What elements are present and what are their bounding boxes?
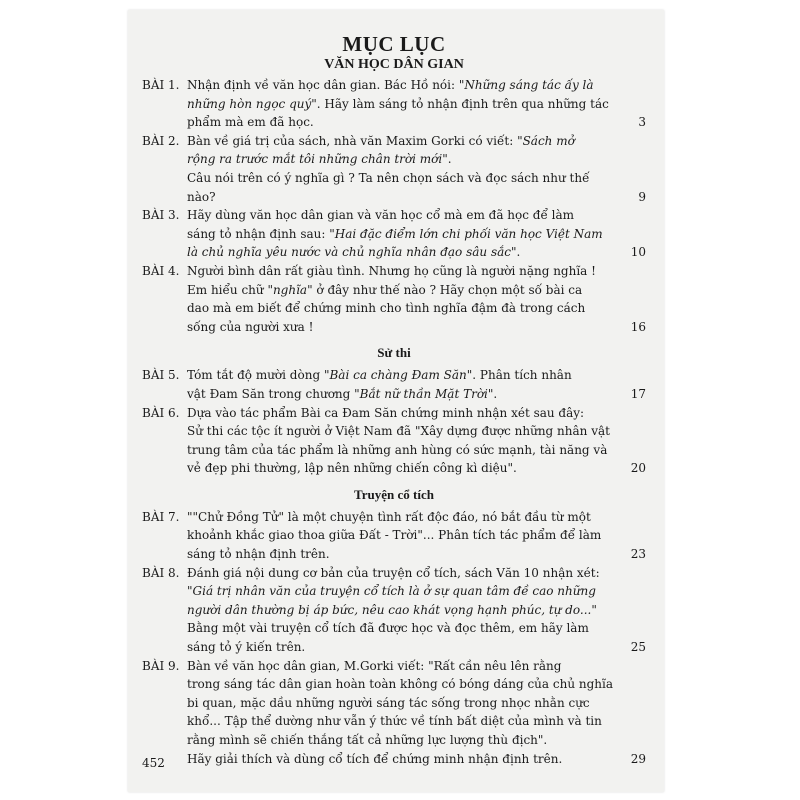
body-text: ở đây như thế nào ? Hãy chọn một số bài ca [312,282,583,297]
toc-entry-line [142,675,646,694]
toc-entry-text [187,619,646,638]
quote-text: "nghĩa" [267,282,313,297]
toc-entry-page: 23 [630,547,646,562]
toc-entry-line [142,750,646,769]
toc-entry-text [187,526,646,545]
body-text: khổ... Tập thể dường như vẫn ý thức về tính bất diệt của mình và tin [187,714,602,729]
entries-group-folk-literature [142,76,646,336]
body-text: sáng tỏ nhận định trên. [187,547,330,562]
toc-entry-text [187,225,646,244]
toc-entry-page: 20 [630,461,646,476]
quote-text: "Hai đặc điểm lớn chi phối văn học Việt Nam [329,226,603,241]
toc-entry-label [142,318,187,337]
toc-entry-line [142,113,646,132]
quote-text: những hòn ngọc quý" [187,96,317,111]
body-text: Bàn về văn học dân gian, M.Gorki viết: "Rất cần nêu lên rằng [187,658,562,673]
toc-entry-line [142,545,646,564]
toc-entry-text [187,113,646,132]
body-text: ""Chử Đồng Tử" là một chuyện tình rất độc đáo, nó bắt đầu từ một [187,509,591,524]
toc-entry-label [142,385,187,404]
toc-entry-line [142,582,646,601]
toc-entry-line [142,601,646,620]
toc-entry-line [142,188,646,207]
toc-entry-text [187,422,646,441]
quote-text: "Bắt nữ thần Mặt Trời" [354,386,494,401]
toc-entry-line [142,638,646,657]
toc-entry-label [142,459,187,478]
toc-entry-text [187,675,646,694]
toc-entry-text [187,281,646,300]
quote-text: người dân thường bị áp bức, nêu cao khát vọng hạnh phúc, tự do..." [187,602,597,617]
quote-text: "Giá trị nhân văn của truyện cổ tích là ở sự quan tâm đề cao những [187,584,596,599]
toc-entry-text [187,188,646,207]
toc-entry-text [187,243,646,262]
toc-entry-text [187,404,646,423]
toc-entry-text [187,638,646,657]
toc-entry-label: BÀI 4. [142,263,180,278]
toc-entry-label: BÀI 8. [142,565,180,580]
body-text: Bàn về giá trị của sách, nhà văn Maxim Gorki có viết: [187,133,518,148]
toc-entry-text [187,750,646,769]
book-page [128,10,664,792]
toc-entry-label [142,582,187,601]
toc-entry-text [187,262,646,281]
toc-entry-line [142,526,646,545]
body-text: Em hiểu chữ [187,282,268,297]
body-text: sáng tỏ nhận định sau: [187,226,330,241]
toc-entry-label [142,169,187,188]
quote-text: "Những sáng tác ấy là [458,78,594,92]
body-text: sáng tỏ ý kiến trên. [187,640,306,655]
toc-entry-label [142,113,187,132]
section-heading-main: VĂN HỌC DÂN GIAN [324,57,464,72]
toc-entry-text [187,132,646,151]
toc-entry [142,404,646,478]
toc-entry-line [142,132,646,151]
page-number: 452 [142,756,165,770]
quote-text: rộng ra trước mắt tôi những chân trời mới" [187,152,448,167]
toc-entry-label [142,638,187,657]
toc-entry-line [142,206,646,225]
toc-entry-label: BÀI 3. [142,208,180,223]
toc-entry-text [187,582,646,601]
toc-entry [142,206,646,262]
toc-entry [142,564,646,657]
toc-entry-text [187,657,646,676]
quote-text: "Sách mở [517,133,575,148]
toc-entry-line [142,422,646,441]
body-text: rằng mình sẽ chiến thắng tất cả những lực lượng thù địch". [187,733,548,747]
toc-entry-label: BÀI 6. [142,405,180,420]
toc-entry [142,508,646,564]
toc-entry-label [142,150,187,169]
body-text: Đánh giá nội dung cơ bản của truyện cổ tích, sách Văn 10 nhận xét: [187,565,600,580]
toc-entry-label: BÀI 5. [142,368,180,383]
body-text: trung tâm của tác phẩm là những anh hùng có sức mạnh, tài năng và [187,442,608,457]
entries-group-epic [142,366,646,478]
toc-entry-text [187,150,646,169]
toc-entry-line [142,243,646,262]
body-text: bi quan, mặc dầu những người sáng tác sống trong nhọc nhằn cực [187,695,590,710]
body-text: . Phân tích nhân [472,368,572,383]
toc-entry-page: 3 [638,115,646,130]
toc-entry-text [187,694,646,713]
toc-entry-line [142,459,646,478]
toc-entry [142,132,646,206]
toc-entry-label [142,299,187,318]
toc-entry-line [142,299,646,318]
toc-entry-label [142,281,187,300]
toc-entry-line [142,366,646,385]
entries-group-fairy-tale [142,508,646,768]
toc-entry [142,76,646,132]
body-text: Hãy dùng văn học dân gian và văn học cổ mà em đã học để làm [187,208,575,223]
toc-entry-line [142,225,646,244]
quote-text: là chủ nghĩa yêu nước và chủ nghĩa nhân đạo sâu sắc" [187,245,517,260]
toc-entry-line [142,657,646,676]
toc-entry-text [187,169,646,188]
toc-entry-line [142,508,646,527]
toc-entry-text [187,206,646,225]
toc-entry [142,262,646,336]
body-text: Dựa vào tác phẩm Bài ca Đam Săn chứng minh nhận xét sau đây: [187,405,585,420]
toc-entry-text [187,385,646,404]
body-text: Tóm tắt độ mười dòng [187,368,324,383]
toc-entry-label: BÀI 2. [142,133,180,148]
toc-entry [142,657,646,769]
toc-entry-line [142,262,646,281]
toc-entry-text [187,441,646,460]
body-text: phẩm mà em đã học. [187,115,314,130]
toc-entry-page: 16 [630,319,646,334]
toc-entry-label [142,545,187,564]
toc-entry-line [142,564,646,583]
toc-entry-label [142,441,187,460]
toc-entry-line [142,441,646,460]
toc-entry-page: 17 [630,386,646,401]
body-text: Hãy giải thích và dùng cổ tích để chứng minh nhận định trên. [187,751,563,766]
toc-entry-line [142,385,646,404]
toc-entry-label [142,712,187,731]
toc-entry-label [142,694,187,713]
toc-entry-text [187,712,646,731]
toc-entry-text [187,76,646,95]
toc-entry-text [187,366,646,385]
toc-entry-page: 29 [630,751,646,766]
toc-entry-line [142,731,646,750]
toc-entry-page: 25 [630,640,646,655]
body-text: dao mà em biết để chứng minh cho tình nghĩa đậm đà trong cách [187,301,586,316]
toc-entry-page: 9 [638,189,646,204]
toc-entry-line [142,619,646,638]
body-text: Câu nói trên có ý nghĩa gì ? Ta nên chọn sách và đọc sách như thế [187,170,590,185]
body-text: nào? [187,189,216,204]
toc-entry-text [187,95,646,114]
toc-entry-text [187,459,646,478]
body-text: sống của người xưa ! [187,319,314,334]
toc-entry [142,366,646,403]
toc-entry-line [142,694,646,713]
toc-entry-label [142,422,187,441]
toc-entry-page: 10 [630,245,646,260]
toc-entry-label [142,188,187,207]
toc-entry-label [142,95,187,114]
toc-entry-label [142,619,187,638]
body-text: . [447,152,452,167]
toc-entry-text [187,731,646,750]
body-text: vẻ đẹp phi thường, lập nên những chiến công kì diệu". [187,461,517,476]
body-text: . [516,245,521,260]
body-text: Bằng một vài truyện cổ tích đã được học và đọc thêm, em hãy làm [187,621,589,636]
section-heading-epic: Sử thi [377,345,411,361]
toc-entry-line [142,318,646,337]
body-text: khoảnh khắc giao thoa giữa Đất - Trời"... Phân tích tác phẩm để làm [187,528,602,543]
toc-entry-label: BÀI 7. [142,509,180,524]
toc-entry-label [142,243,187,262]
body-text: . [493,386,498,401]
toc-entry-label [142,601,187,620]
body-text: Người bình dân rất giàu tình. Nhưng họ cũng là người nặng nghĩa ! [187,263,596,278]
page-title: MỤC LỤC [342,32,446,56]
toc-entry-text [187,318,646,337]
table-of-contents [142,32,646,768]
toc-entry-text [187,601,646,620]
body-text: vật Đam Săn trong chương [187,386,355,401]
toc-entry-label [142,225,187,244]
body-text: Nhận định về văn học dân gian. Bác Hồ nói: [187,78,459,92]
toc-entry-line [142,169,646,188]
toc-entry-text [187,508,646,527]
toc-entry-line [142,281,646,300]
toc-entry-line [142,95,646,114]
body-text: Sử thi các tộc ít người ở Việt Nam đã "Xây dựng được những nhân vật [187,424,610,439]
toc-entry-label: BÀI 9. [142,658,180,673]
toc-entry-label [142,675,187,694]
toc-entry-label [142,526,187,545]
toc-entry-label: BÀI 1. [142,78,180,92]
section-heading-fairy-tale: Truyện cổ tích [354,486,434,502]
toc-entry-text [187,564,646,583]
toc-entry-line [142,712,646,731]
toc-entry-text [187,545,646,564]
toc-entry-text [187,299,646,318]
toc-entry-label [142,731,187,750]
quote-text: "Bài ca chàng Đam Săn" [323,368,473,383]
toc-entry-line [142,76,646,95]
toc-entry-line [142,404,646,423]
body-text: . Hãy làm sáng tỏ nhận định trên qua những tác [316,96,609,111]
body-text: trong sáng tác dân gian hoàn toàn không có bóng dáng của chủ nghĩa [187,677,613,692]
toc-entry-line [142,150,646,169]
